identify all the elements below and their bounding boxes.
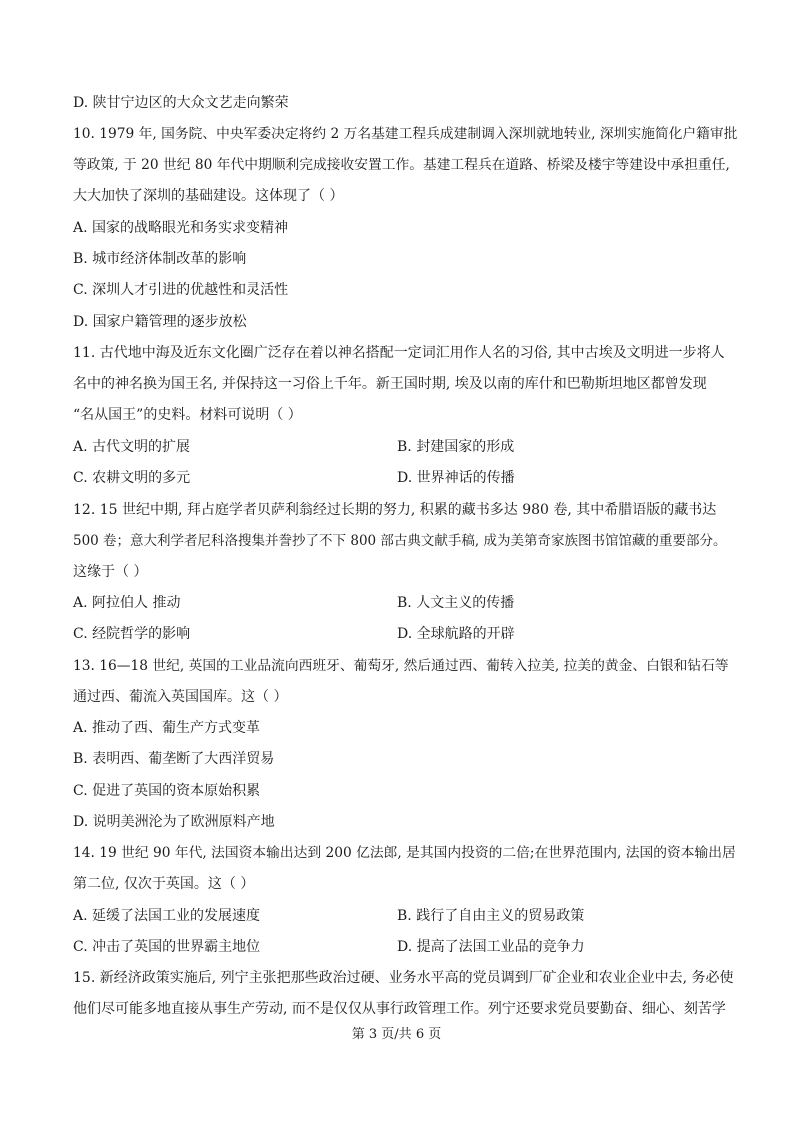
q13-stem-line: 13. 16—18 世纪, 英国的工业品流向西班牙、葡萄牙, 然后通过西、葡转入拉美, 拉美的黄金、白银和钻石等: [73, 658, 729, 674]
q12-stem-line: 500 卷；意大利学者尼科洛搜集并誊抄了不下 800 部古典文献手稿, 成为美第奇家族图书馆馆藏的重要部分。: [73, 533, 727, 549]
q14-stem-line: 14. 19 世纪 90 年代, 法国资本输出达到 200 亿法郎, 是其国内投资的二倍;在世界范围内, 法国的资本输出居: [73, 845, 736, 861]
page-number-footer: 第 3 页/共 6 页: [351, 1027, 442, 1042]
q12-stem-line: 12. 15 世纪中期, 拜占庭学者贝萨利翁经过长期的努力, 积累的藏书多达 980 卷, 其中希腊语版的藏书达: [73, 502, 717, 518]
q10-option-d: D. 国家户籍管理的逐步放松: [73, 314, 247, 330]
q12-option-c: C. 经院哲学的影响: [73, 626, 191, 642]
q11-option-a: A. 古代文明的扩展: [73, 439, 191, 455]
q13-option-c: C. 促进了英国的资本原始积累: [73, 783, 261, 799]
q11-option-b: B. 封建国家的形成: [397, 439, 515, 455]
q13-option-a: A. 推动了西、葡生产方式变革: [73, 720, 261, 736]
q9-option-d: D. 陕甘宁边区的大众文艺走向繁荣: [73, 95, 289, 111]
q11-stem-line: “名从国王”的史料。材料可说明（ ）: [73, 407, 302, 423]
q10-option-c: C. 深圳人才引进的优越性和灵活性: [73, 282, 289, 298]
q10-option-a: A. 国家的战略眼光和务实求变精神: [73, 220, 289, 236]
q15-stem-line: 15. 新经济政策实施后, 列宁主张把那些政治过硬、业务水平高的党员调到厂矿企业和农业企业中去, 务必使: [73, 970, 734, 986]
q11-option-d: D. 世界神话的传播: [397, 470, 515, 486]
q11-stem-line: 11. 古代地中海及近东文化圈广泛存在着以神名搭配一定词汇用作人名的习俗, 其中古埃及文明进一步将人: [73, 345, 725, 361]
q11-option-c: C. 农耕文明的多元: [73, 470, 191, 486]
q12-stem-line: 这缘于（ ）: [73, 564, 148, 580]
q12-option-a: A. 阿拉伯人 推动: [73, 595, 181, 611]
q10-stem-line: 10. 1979 年, 国务院、中央军委决定将约 2 万名基建工程兵成建制调入深圳就地转业, 深圳实施简化户籍审批: [73, 126, 738, 142]
q14-option-c: C. 冲击了英国的世界霸主地位: [73, 939, 261, 955]
q12-option-b: B. 人文主义的传播: [397, 595, 515, 611]
q12-option-d: D. 全球航路的开辟: [397, 626, 515, 642]
q13-option-d: D. 说明美洲沦为了欧洲原料产地: [73, 814, 275, 830]
q13-option-b: B. 表明西、葡垄断了大西洋贸易: [73, 751, 275, 767]
q14-option-a: A. 延缓了法国工业的发展速度: [73, 908, 261, 924]
q13-stem-line: 通过西、葡流入英国国库。这（ ）: [73, 689, 288, 705]
q14-option-d: D. 提高了法国工业品的竞争力: [397, 939, 585, 955]
q10-stem-line: 等政策, 于 20 世纪 80 年代中期顺利完成接收安置工作。基建工程兵在道路、桥梁及楼宇等建设中承担重任,: [73, 157, 730, 173]
q11-stem-line: 名中的神名换为国王名, 并保持这一习俗上千年。新王国时期, 埃及以南的库什和巴勒斯坦地区都曾发现: [73, 376, 707, 392]
q14-option-b: B. 践行了自由主义的贸易政策: [397, 908, 585, 924]
q10-option-b: B. 城市经济体制改革的影响: [73, 251, 247, 267]
q14-stem-line: 第二位, 仅次于英国。这（ ）: [73, 876, 255, 892]
q10-stem-line: 大大加快了深圳的基础建设。这体现了（ ）: [73, 188, 344, 204]
q15-stem-line: 他们尽可能多地直接从事生产劳动, 而不是仅仅从事行政管理工作。列宁还要求党员要勤奋、细心、刻苦学: [73, 1001, 726, 1017]
